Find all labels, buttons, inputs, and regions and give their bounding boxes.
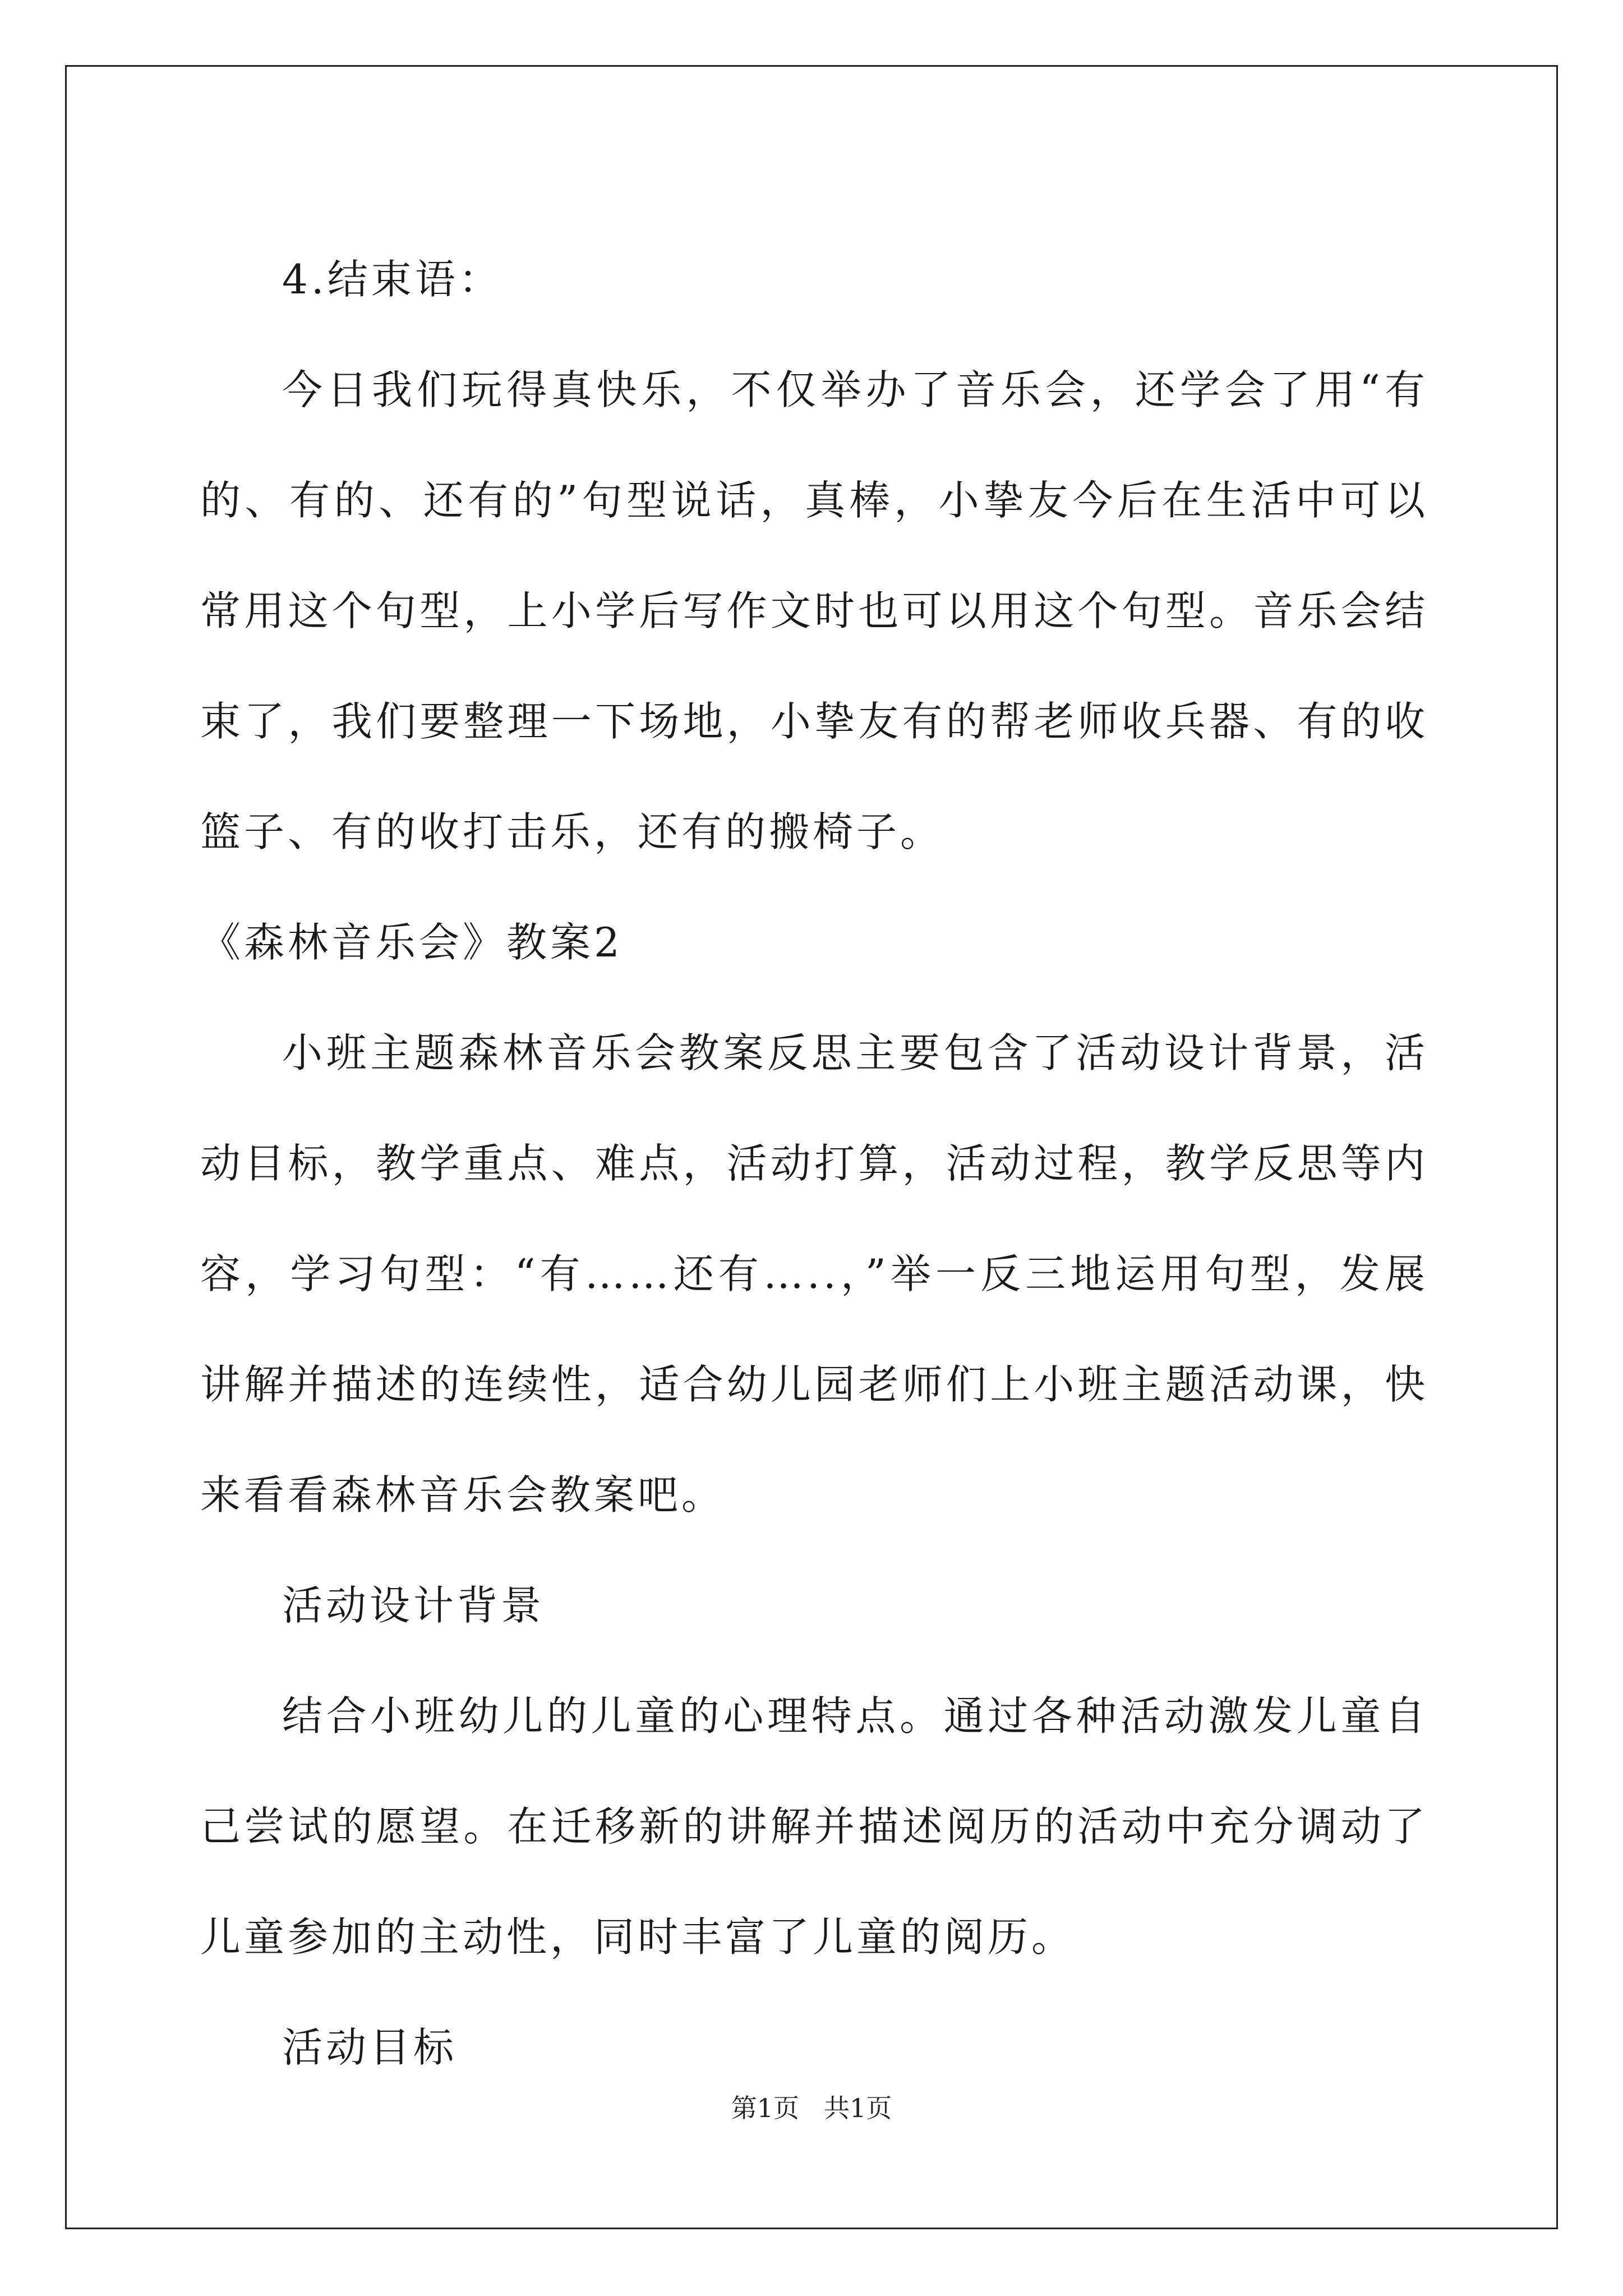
- page-number: 第1页: [731, 2093, 799, 2123]
- page-footer: [0, 2091, 1623, 2125]
- section-heading: 《森林音乐会》教案2: [200, 919, 623, 966]
- paragraph-intro: 小班主题森林音乐会教案反思主要包含了活动设计背景，活动目标，教学重点、难点，活动打算，活动过程，教学反思等内容，学习句型：“有……还有…..，”举一反三地运用句型，发展讲解并描述的连续性，适合幼儿园老师们上小班主题活动课，快来看看森林音乐会教案吧。: [200, 1029, 1428, 1519]
- subheading-design-background: 活动设计背景: [282, 1582, 545, 1629]
- page-total: 共1页: [824, 2093, 892, 2123]
- paragraph-design-background: 结合小班幼儿的儿童的心理特点。通过各种活动激发儿童自己尝试的愿望。在迁移新的讲解并描述阅历的活动中充分调动了儿童参加的主动性，同时丰富了儿童的阅历。: [200, 1692, 1428, 1961]
- paragraph-closing-text: 今日我们玩得真快乐，不仅举办了音乐会，还学会了用“有的、有的、还有的”句型说话，真棒，小挚友今后在生活中可以常用这个句型，上小学后写作文时也可以用这个句型。音乐会结束了，我们要整理一下场地，小挚友有的帮老师收兵器、有的收篮子、有的收打击乐，还有的搬椅子。: [200, 366, 1428, 855]
- paragraph-closing-label: 4.结束语：: [282, 256, 502, 303]
- subheading-activity-goals: 活动目标: [282, 2024, 458, 2071]
- document-body: [200, 224, 1428, 2103]
